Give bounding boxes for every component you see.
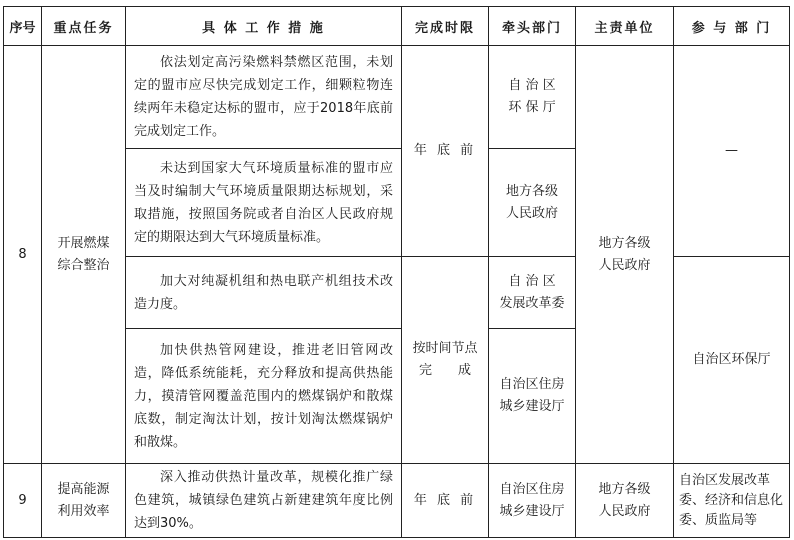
lead-cell: 自治区住房 城乡建设厅: [489, 329, 576, 464]
participants-cell: 自治区发展改革委、经济和信息化委、质监局等: [674, 464, 790, 538]
responsible-cell: 地方各级 人民政府: [576, 464, 674, 538]
deadline-cell: 按时间节点 完 成: [402, 257, 489, 464]
header-lead: 牵头部门: [489, 7, 576, 46]
lead-cell: 自治区住房 城乡建设厅: [489, 464, 576, 538]
lead-cell: 自 治 区 环 保 厅: [489, 46, 576, 149]
measure-text: 未达到国家大气环境质量标准的盟市应当及时编制大气环境质量限期达标规划，采取措施，按照国务院或者自治区人民政府规定的期限达到大气环境质量标准。: [134, 160, 393, 245]
measure-cell: [126, 46, 402, 149]
row-task: 开展燃煤 综合整治: [42, 46, 126, 464]
work-measures-table: [3, 6, 790, 538]
measure-cell: [126, 329, 402, 464]
deadline-cell: 年 底 前: [402, 46, 489, 257]
measure-text: 加快供热管网建设，推进老旧管网改造，降低系统能耗，充分释放和提高供热能力，摸清管网覆盖范围内的燃煤锅炉和散煤底数，制定淘汰计划，按计划淘汰燃煤锅炉和散煤。: [134, 342, 393, 450]
table-row: [4, 464, 790, 538]
participants-cell: —: [674, 46, 790, 257]
row-seq: 8: [4, 46, 42, 464]
measure-cell: [126, 464, 402, 538]
deadline-cell: 年 底 前: [402, 464, 489, 538]
row-task: 提高能源 利用效率: [42, 464, 126, 538]
row-seq: 9: [4, 464, 42, 538]
header-measures: 具 体 工 作 措 施: [126, 7, 402, 46]
header-seq: 序号: [4, 7, 42, 46]
header-responsible: 主责单位: [576, 7, 674, 46]
header-task: 重点任务: [42, 7, 126, 46]
responsible-cell: 地方各级 人民政府: [576, 46, 674, 464]
table-row: [4, 46, 790, 149]
lead-cell: 地方各级 人民政府: [489, 149, 576, 257]
header-row: [4, 7, 790, 46]
measure-cell: [126, 149, 402, 257]
measure-text: 加大对纯凝机组和热电联产机组技术改造力度。: [134, 273, 393, 312]
measure-text: 依法划定高污染燃料禁燃区范围，未划定的盟市应尽快完成划定工作，细颗粒物连续两年未稳定达标的盟市，应于2018年底前完成划定工作。: [134, 55, 393, 139]
participants-cell: 自治区环保厅: [674, 257, 790, 464]
lead-cell: 自 治 区 发展改革委: [489, 257, 576, 329]
measure-cell: [126, 257, 402, 329]
header-deadline: 完成时限: [402, 7, 489, 46]
measure-text: 深入推动供热计量改革，规模化推广绿色建筑，城镇绿色建筑占新建建筑年度比例达到30%。: [134, 470, 393, 531]
header-participants: 参 与 部 门: [674, 7, 790, 46]
